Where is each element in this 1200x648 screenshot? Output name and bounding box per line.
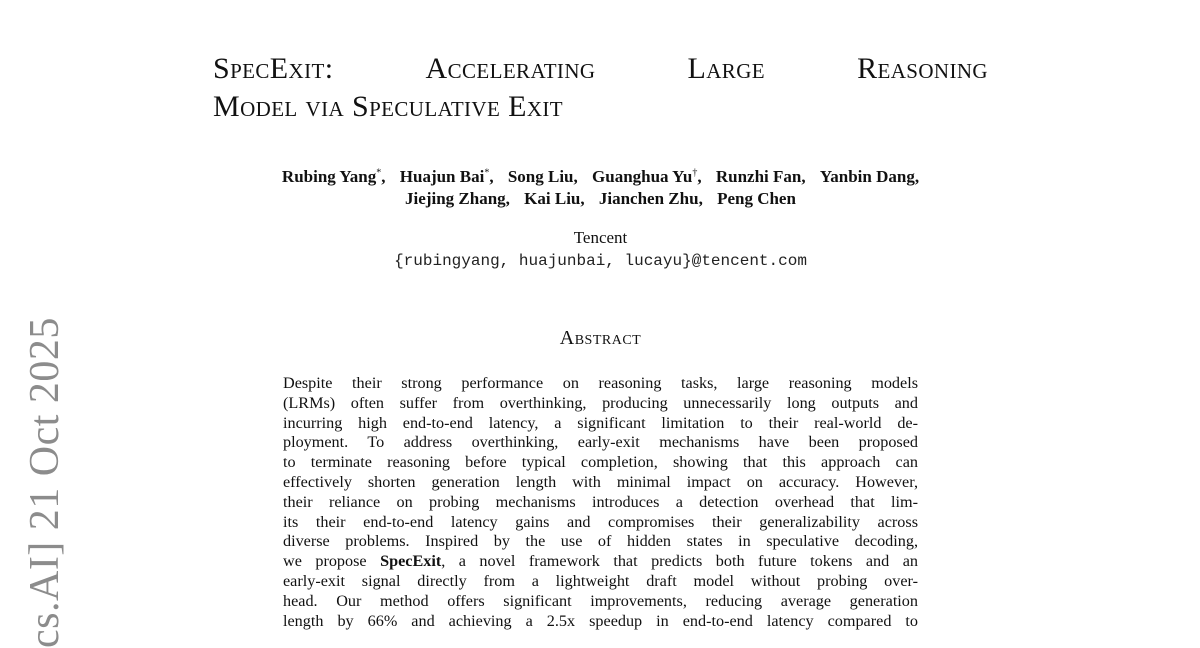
title-word: SpecExit: xyxy=(213,52,334,85)
author-name: Jianchen Zhu, xyxy=(598,188,703,208)
abstract-line: (LRMs) often suffer from overthinking, producing unnecessarily long outputs and xyxy=(283,393,918,412)
abstract-line: ployment. To address overthinking, early-exit mechanisms have been proposed xyxy=(283,433,918,452)
title-line-2: Model via Speculative Exit xyxy=(213,90,564,123)
author-list xyxy=(213,162,988,210)
author-row-2 xyxy=(213,188,988,210)
arxiv-stamp: cs.AI] 21 Oct 2025 xyxy=(22,317,68,648)
author-name: Guanghua Yu†, xyxy=(592,166,702,186)
author-name: Peng Chen xyxy=(717,188,796,208)
author-name: Jiejing Zhang, xyxy=(405,188,510,208)
author-name: Runzhi Fan, xyxy=(715,166,806,186)
abstract-line: incurring high end-to-end latency, a significant limitation to their real-world de- xyxy=(283,413,918,432)
method-name: SpecExit xyxy=(380,552,442,571)
title-word: Reasoning xyxy=(857,52,988,85)
author-name: Huajun Bai*, xyxy=(399,166,494,186)
affiliation: Tencent xyxy=(573,228,628,247)
abstract-line: effectively shorten generation length with minimal impact on accuracy. However, xyxy=(283,472,918,491)
abstract-line: Despite their strong performance on reasoning tasks, large reasoning models xyxy=(283,374,918,392)
abstract-line: their reliance on probing mechanisms introduces a detection overhead that lim- xyxy=(283,492,918,511)
abstract-body xyxy=(283,374,918,631)
abstract-line: head. Our method offers significant improvements, reducing average generation xyxy=(283,591,918,610)
abstract-line: to terminate reasoning before typical completion, showing that this approach can xyxy=(283,453,918,472)
author-name: Song Liu, xyxy=(507,166,578,186)
author-row-1 xyxy=(213,162,988,188)
paper-title xyxy=(213,50,988,126)
author-email[interactable]: {rubingyang, huajunbai, lucayu}@tencent.com xyxy=(394,252,807,270)
title-word: Accelerating xyxy=(425,52,596,85)
abstract-line: length by 66% and achieving a 2.5x speedup in end-to-end latency compared to xyxy=(283,611,918,630)
abstract-line: we propose SpecExit, a novel framework that predicts both future tokens and an xyxy=(283,552,918,571)
title-word: Large xyxy=(687,52,766,85)
abstract-line: early-exit signal directly from a lightweight draft model without probing over- xyxy=(283,571,918,590)
abstract-heading: Abstract xyxy=(559,327,642,349)
abstract-line: its their end-to-end latency gains and compromises their generalizability across xyxy=(283,512,918,531)
abstract-line: diverse problems. Inspired by the use of hidden states in speculative decoding, xyxy=(283,532,918,551)
author-name: Yanbin Dang, xyxy=(819,166,920,186)
author-name: Rubing Yang*, xyxy=(281,166,386,186)
author-name: Kai Liu, xyxy=(524,188,585,208)
